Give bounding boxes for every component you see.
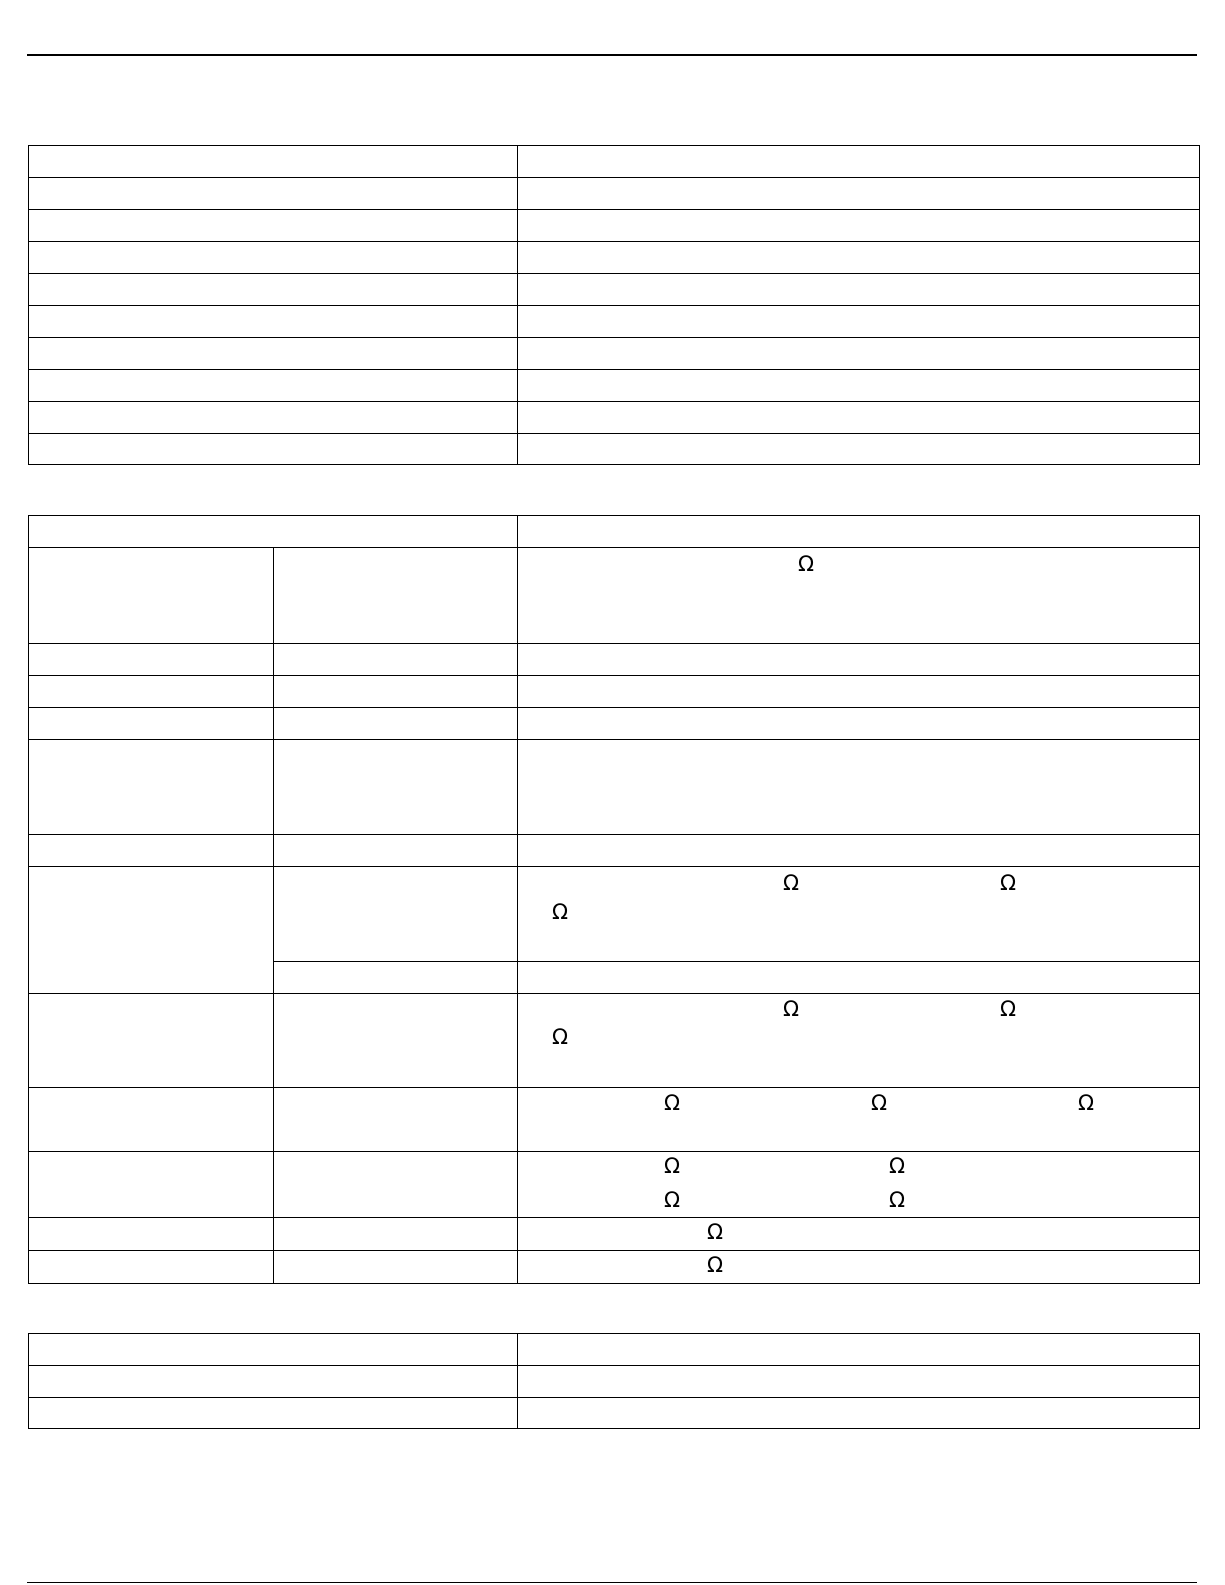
table-cell-value	[518, 994, 1200, 1088]
table-row	[29, 274, 1200, 306]
table-cell-value	[518, 1218, 1200, 1251]
table-cell-label	[29, 274, 518, 306]
table-cell-category	[29, 1251, 274, 1284]
table-cell-label	[274, 1152, 518, 1218]
table-cell-category	[29, 1218, 274, 1251]
table-cell-value	[518, 274, 1200, 306]
table-row	[29, 1088, 1200, 1152]
table-cell-value	[518, 306, 1200, 338]
table-cell-value	[518, 708, 1200, 740]
table-cell-label	[29, 1398, 518, 1429]
table-cell-label	[29, 146, 518, 178]
table-cell-category	[29, 1152, 274, 1218]
table-cell-value	[518, 242, 1200, 274]
omega-symbol: Ω	[664, 1154, 681, 1178]
table-cell-label	[274, 1218, 518, 1251]
table-cell-category	[29, 676, 274, 708]
table-cell-label	[29, 306, 518, 338]
table-cell-category	[29, 708, 274, 740]
omega-symbol: Ω	[1000, 871, 1017, 895]
table-cell-value	[518, 338, 1200, 370]
table-cell-label	[274, 1251, 518, 1284]
table-cell-value	[518, 516, 1200, 548]
table-cell-label	[29, 178, 518, 210]
omega-symbol: Ω	[783, 871, 800, 895]
table-cell-label	[274, 740, 518, 835]
table-cell-label	[29, 370, 518, 402]
table-row	[29, 242, 1200, 274]
header-rule	[27, 54, 1197, 56]
spec-table-3	[28, 1333, 1200, 1429]
table-cell-value	[518, 962, 1200, 994]
table-row	[29, 835, 1200, 867]
table-cell-label	[274, 1088, 518, 1152]
table-cell-category	[29, 548, 274, 644]
table-row	[29, 306, 1200, 338]
table-row	[29, 644, 1200, 676]
table-cell-label	[29, 516, 518, 548]
table-row	[29, 994, 1200, 1088]
table-cell-value	[518, 676, 1200, 708]
table-row	[29, 1218, 1200, 1251]
table-row	[29, 210, 1200, 242]
table-cell-category	[29, 835, 274, 867]
omega-symbol: Ω	[664, 1188, 681, 1212]
table-cell-value	[518, 1398, 1200, 1429]
table-cell-category	[29, 740, 274, 835]
table-cell-value	[518, 1152, 1200, 1218]
table-cell-value	[518, 548, 1200, 644]
table-cell-label	[274, 644, 518, 676]
table-row	[29, 338, 1200, 370]
table-row	[29, 867, 1200, 962]
table-cell-value	[518, 146, 1200, 178]
table-row	[29, 1398, 1200, 1429]
table-cell-label	[29, 210, 518, 242]
table-cell-value	[518, 740, 1200, 835]
spec-table-1	[28, 145, 1200, 465]
table-row	[29, 708, 1200, 740]
table-row	[29, 434, 1200, 465]
table-cell-label	[274, 962, 518, 994]
omega-symbol: Ω	[707, 1253, 724, 1277]
table-row	[29, 1366, 1200, 1398]
table-row	[29, 676, 1200, 708]
table-row	[29, 146, 1200, 178]
omega-symbol: Ω	[871, 1091, 888, 1115]
table-cell-category	[29, 644, 274, 676]
table-cell-label	[29, 402, 518, 434]
table-cell-label	[29, 434, 518, 465]
table-cell-value	[518, 402, 1200, 434]
table-cell-label	[29, 338, 518, 370]
table-cell-value	[518, 434, 1200, 465]
table-row	[29, 548, 1200, 644]
omega-symbol: Ω	[664, 1091, 681, 1115]
table-row	[29, 402, 1200, 434]
table-cell-label	[274, 548, 518, 644]
table-cell-value	[518, 178, 1200, 210]
omega-symbol: Ω	[552, 900, 569, 924]
table-cell-value	[518, 1251, 1200, 1284]
table-cell-label	[274, 867, 518, 962]
footer-rule	[27, 1582, 1197, 1583]
omega-symbol: Ω	[552, 1025, 569, 1049]
table-cell-label	[29, 1334, 518, 1366]
table-cell-label	[274, 708, 518, 740]
omega-symbol: Ω	[783, 997, 800, 1021]
table-cell-value	[518, 210, 1200, 242]
table-cell-category	[29, 867, 274, 994]
table-cell-value	[518, 835, 1200, 867]
table-cell-value	[518, 867, 1200, 962]
table-cell-value	[518, 644, 1200, 676]
omega-symbol: Ω	[707, 1220, 724, 1244]
table-cell-label	[29, 1366, 518, 1398]
table-cell-label	[29, 242, 518, 274]
table-cell-category	[29, 994, 274, 1088]
table-cell-label	[274, 994, 518, 1088]
table-cell-label	[274, 835, 518, 867]
table-row	[29, 178, 1200, 210]
omega-symbol: Ω	[1000, 997, 1017, 1021]
table-cell-value	[518, 1088, 1200, 1152]
table-cell-category	[29, 1088, 274, 1152]
table-row	[29, 516, 1200, 548]
table-row	[29, 1152, 1200, 1218]
table-cell-value	[518, 1366, 1200, 1398]
table-cell-label	[274, 676, 518, 708]
table-row	[29, 1334, 1200, 1366]
omega-symbol: Ω	[798, 552, 815, 576]
table-row	[29, 370, 1200, 402]
table-cell-value	[518, 370, 1200, 402]
omega-symbol: Ω	[1078, 1091, 1095, 1115]
table-row	[29, 740, 1200, 835]
table-cell-value	[518, 1334, 1200, 1366]
omega-symbol: Ω	[889, 1154, 906, 1178]
spec-table-2	[28, 515, 1200, 1284]
table-row	[29, 1251, 1200, 1284]
omega-symbol: Ω	[889, 1188, 906, 1212]
